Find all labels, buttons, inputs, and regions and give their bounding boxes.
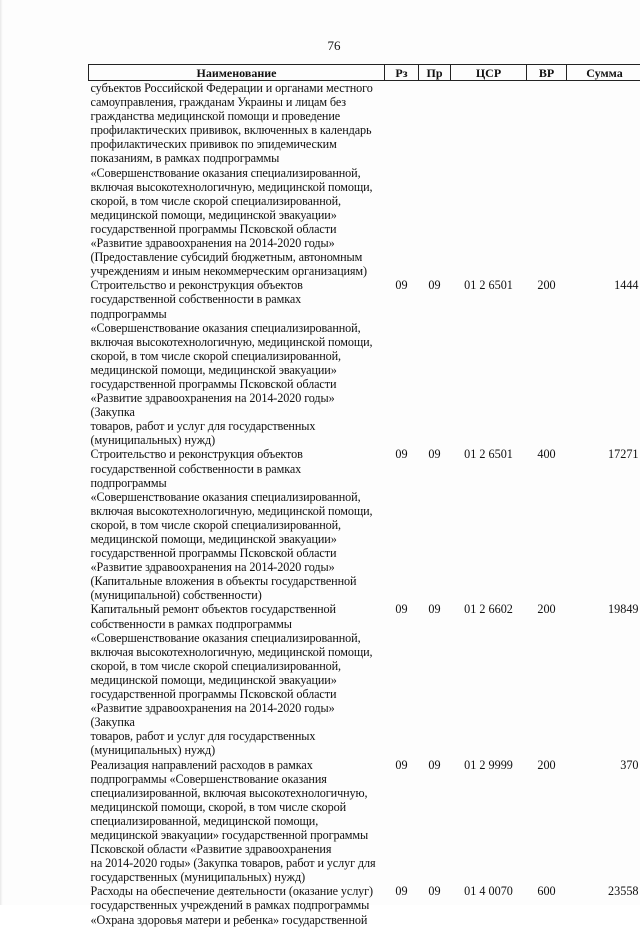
header-vr: ВР	[527, 65, 567, 81]
name-line: «Совершенствование оказания специализированной,	[91, 321, 377, 335]
name-line: (муниципальных) нужд)	[91, 743, 377, 757]
table-row	[89, 884, 640, 926]
name-line: специализированной, медицинской помощи,	[91, 814, 377, 828]
name-line: «Совершенствование оказания специализированной,	[91, 166, 377, 180]
name-line: скорой, в том числе скорой специализированной,	[91, 194, 377, 208]
header-rz: Рз	[385, 65, 419, 81]
name-line: Строительство и реконструкция объектов	[91, 278, 377, 292]
name-line: государственной собственности в рамках подпрограммы	[91, 462, 377, 490]
name-line: гражданства медицинской помощи и проведение	[91, 109, 377, 123]
row-name-cell	[89, 447, 385, 602]
row-pr-cell	[419, 81, 451, 279]
name-line: медицинской помощи, медицинской эвакуации»	[91, 673, 377, 687]
name-line: «Развитие здравоохранения на 2014-2020 годы» (Закупка	[91, 391, 377, 419]
row-vr-cell	[527, 81, 567, 279]
name-line: государственной программы Псковской области	[91, 377, 377, 391]
name-line: включая высокотехнологичную, медицинской помощи,	[91, 645, 377, 659]
name-line: учреждениям и иным некоммерческим организациям)	[91, 264, 377, 278]
header-row	[89, 65, 640, 81]
name-line: самоуправления, гражданам Украины и лицам без	[91, 95, 377, 109]
name-line: (Капитальные вложения в объекты государственной	[91, 574, 377, 588]
row-csr-cell: 01 2 9999	[451, 758, 527, 885]
name-line: специализированной, включая высокотехнологичную,	[91, 786, 377, 800]
table-row	[89, 602, 640, 757]
row-rz-cell: 09	[385, 758, 419, 885]
row-csr-cell: 01 4 0070	[451, 884, 527, 926]
name-line: Псковской области «Развитие здравоохранения	[91, 842, 377, 856]
name-line: «Развитие здравоохранения на 2014-2020 годы»	[91, 560, 377, 574]
name-line: Строительство и реконструкция объектов	[91, 447, 377, 461]
name-line: включая высокотехнологичную, медицинской помощи,	[91, 335, 377, 349]
name-line: Капитальный ремонт объектов государственной	[91, 602, 377, 616]
row-rz-cell	[385, 81, 419, 279]
row-pr-cell: 09	[419, 447, 451, 602]
budget-table	[88, 64, 640, 927]
name-line: на 2014-2020 годы» (Закупка товаров, работ и услуг для	[91, 856, 377, 870]
row-name-cell	[89, 602, 385, 757]
row-sum-cell: 1444	[567, 278, 640, 447]
name-line: субъектов Российской Федерации и органами местного	[91, 81, 377, 95]
row-sum-cell: 19849	[567, 602, 640, 757]
name-line: «Развитие здравоохранения на 2014-2020 годы» (Закупка	[91, 701, 377, 729]
row-vr-cell: 200	[527, 602, 567, 757]
header-csr: ЦСР	[451, 65, 527, 81]
name-line: Реализация направлений расходов в рамках	[91, 758, 377, 772]
table-row	[89, 278, 640, 447]
header-pr: Пр	[419, 65, 451, 81]
name-line: медицинской помощи, медицинской эвакуации»	[91, 208, 377, 222]
name-line: подпрограммы «Совершенствование оказания	[91, 772, 377, 786]
table-header	[89, 65, 640, 81]
row-pr-cell: 09	[419, 602, 451, 757]
row-csr-cell: 01 2 6602	[451, 602, 527, 757]
name-line: «Совершенствование оказания специализированной,	[91, 631, 377, 645]
name-line: скорой, в том числе скорой специализированной,	[91, 659, 377, 673]
name-line: включая высокотехнологичную, медицинской помощи,	[91, 180, 377, 194]
row-csr-cell: 01 2 6501	[451, 278, 527, 447]
row-rz-cell: 09	[385, 447, 419, 602]
name-line: профилактических прививок по эпидемическим	[91, 137, 377, 151]
scan-edge	[0, 0, 3, 905]
row-pr-cell: 09	[419, 884, 451, 926]
table-row	[89, 758, 640, 885]
header-name: Наименование	[89, 65, 385, 81]
name-line: государственной программы Псковской области	[91, 546, 377, 560]
name-line: включая высокотехнологичную, медицинской помощи,	[91, 504, 377, 518]
name-line: государственной собственности в рамках подпрограммы	[91, 292, 377, 320]
name-line: собственности в рамках подпрограммы	[91, 617, 377, 631]
name-line: медицинской эвакуации» государственной программы	[91, 828, 377, 842]
row-name-cell	[89, 758, 385, 885]
row-pr-cell: 09	[419, 758, 451, 885]
row-rz-cell: 09	[385, 884, 419, 926]
name-line: (муниципальной) собственности)	[91, 588, 377, 602]
name-line: медицинской помощи, медицинской эвакуации»	[91, 532, 377, 546]
row-csr-cell: 01 2 6501	[451, 447, 527, 602]
row-pr-cell: 09	[419, 278, 451, 447]
name-line: Расходы на обеспечение деятельности (оказание услуг)	[91, 884, 377, 898]
name-line: скорой, в том числе скорой специализированной,	[91, 349, 377, 363]
name-line: государственной программы Псковской области	[91, 687, 377, 701]
row-vr-cell: 200	[527, 758, 567, 885]
name-line: товаров, работ и услуг для государственных	[91, 419, 377, 433]
name-line: государственной программы Псковской области	[91, 222, 377, 236]
name-line: скорой, в том числе скорой специализированной,	[91, 518, 377, 532]
name-line: показаниям, в рамках подпрограммы	[91, 151, 377, 165]
name-line: медицинской помощи, медицинской эвакуации»	[91, 363, 377, 377]
name-line: (Предоставление субсидий бюджетным, автономным	[91, 250, 377, 264]
name-line: медицинской помощи, скорой, в том числе скорой	[91, 800, 377, 814]
table-row	[89, 447, 640, 602]
name-line: государственных учреждений в рамках подпрограммы	[91, 898, 377, 912]
row-name-cell	[89, 81, 385, 279]
row-vr-cell: 200	[527, 278, 567, 447]
name-line: «Охрана здоровья матери и ребенка» государственной	[91, 913, 377, 927]
header-sum: Сумма	[567, 65, 640, 81]
row-csr-cell	[451, 81, 527, 279]
name-line: (муниципальных) нужд)	[91, 433, 377, 447]
name-line: государственных (муниципальных) нужд)	[91, 870, 377, 884]
row-name-cell	[89, 278, 385, 447]
name-line: товаров, работ и услуг для государственных	[91, 729, 377, 743]
row-sum-cell: 370	[567, 758, 640, 885]
row-rz-cell: 09	[385, 602, 419, 757]
page-number: 76	[14, 38, 640, 54]
row-vr-cell: 600	[527, 884, 567, 926]
row-rz-cell: 09	[385, 278, 419, 447]
row-sum-cell	[567, 81, 640, 279]
row-name-cell	[89, 884, 385, 926]
table-row	[89, 81, 640, 279]
name-line: «Развитие здравоохранения на 2014-2020 годы»	[91, 236, 377, 250]
name-line: «Совершенствование оказания специализированной,	[91, 490, 377, 504]
row-sum-cell: 23558	[567, 884, 640, 926]
table-body	[89, 81, 640, 927]
row-sum-cell: 17271	[567, 447, 640, 602]
row-vr-cell: 400	[527, 447, 567, 602]
name-line: профилактических прививок, включенных в календарь	[91, 123, 377, 137]
